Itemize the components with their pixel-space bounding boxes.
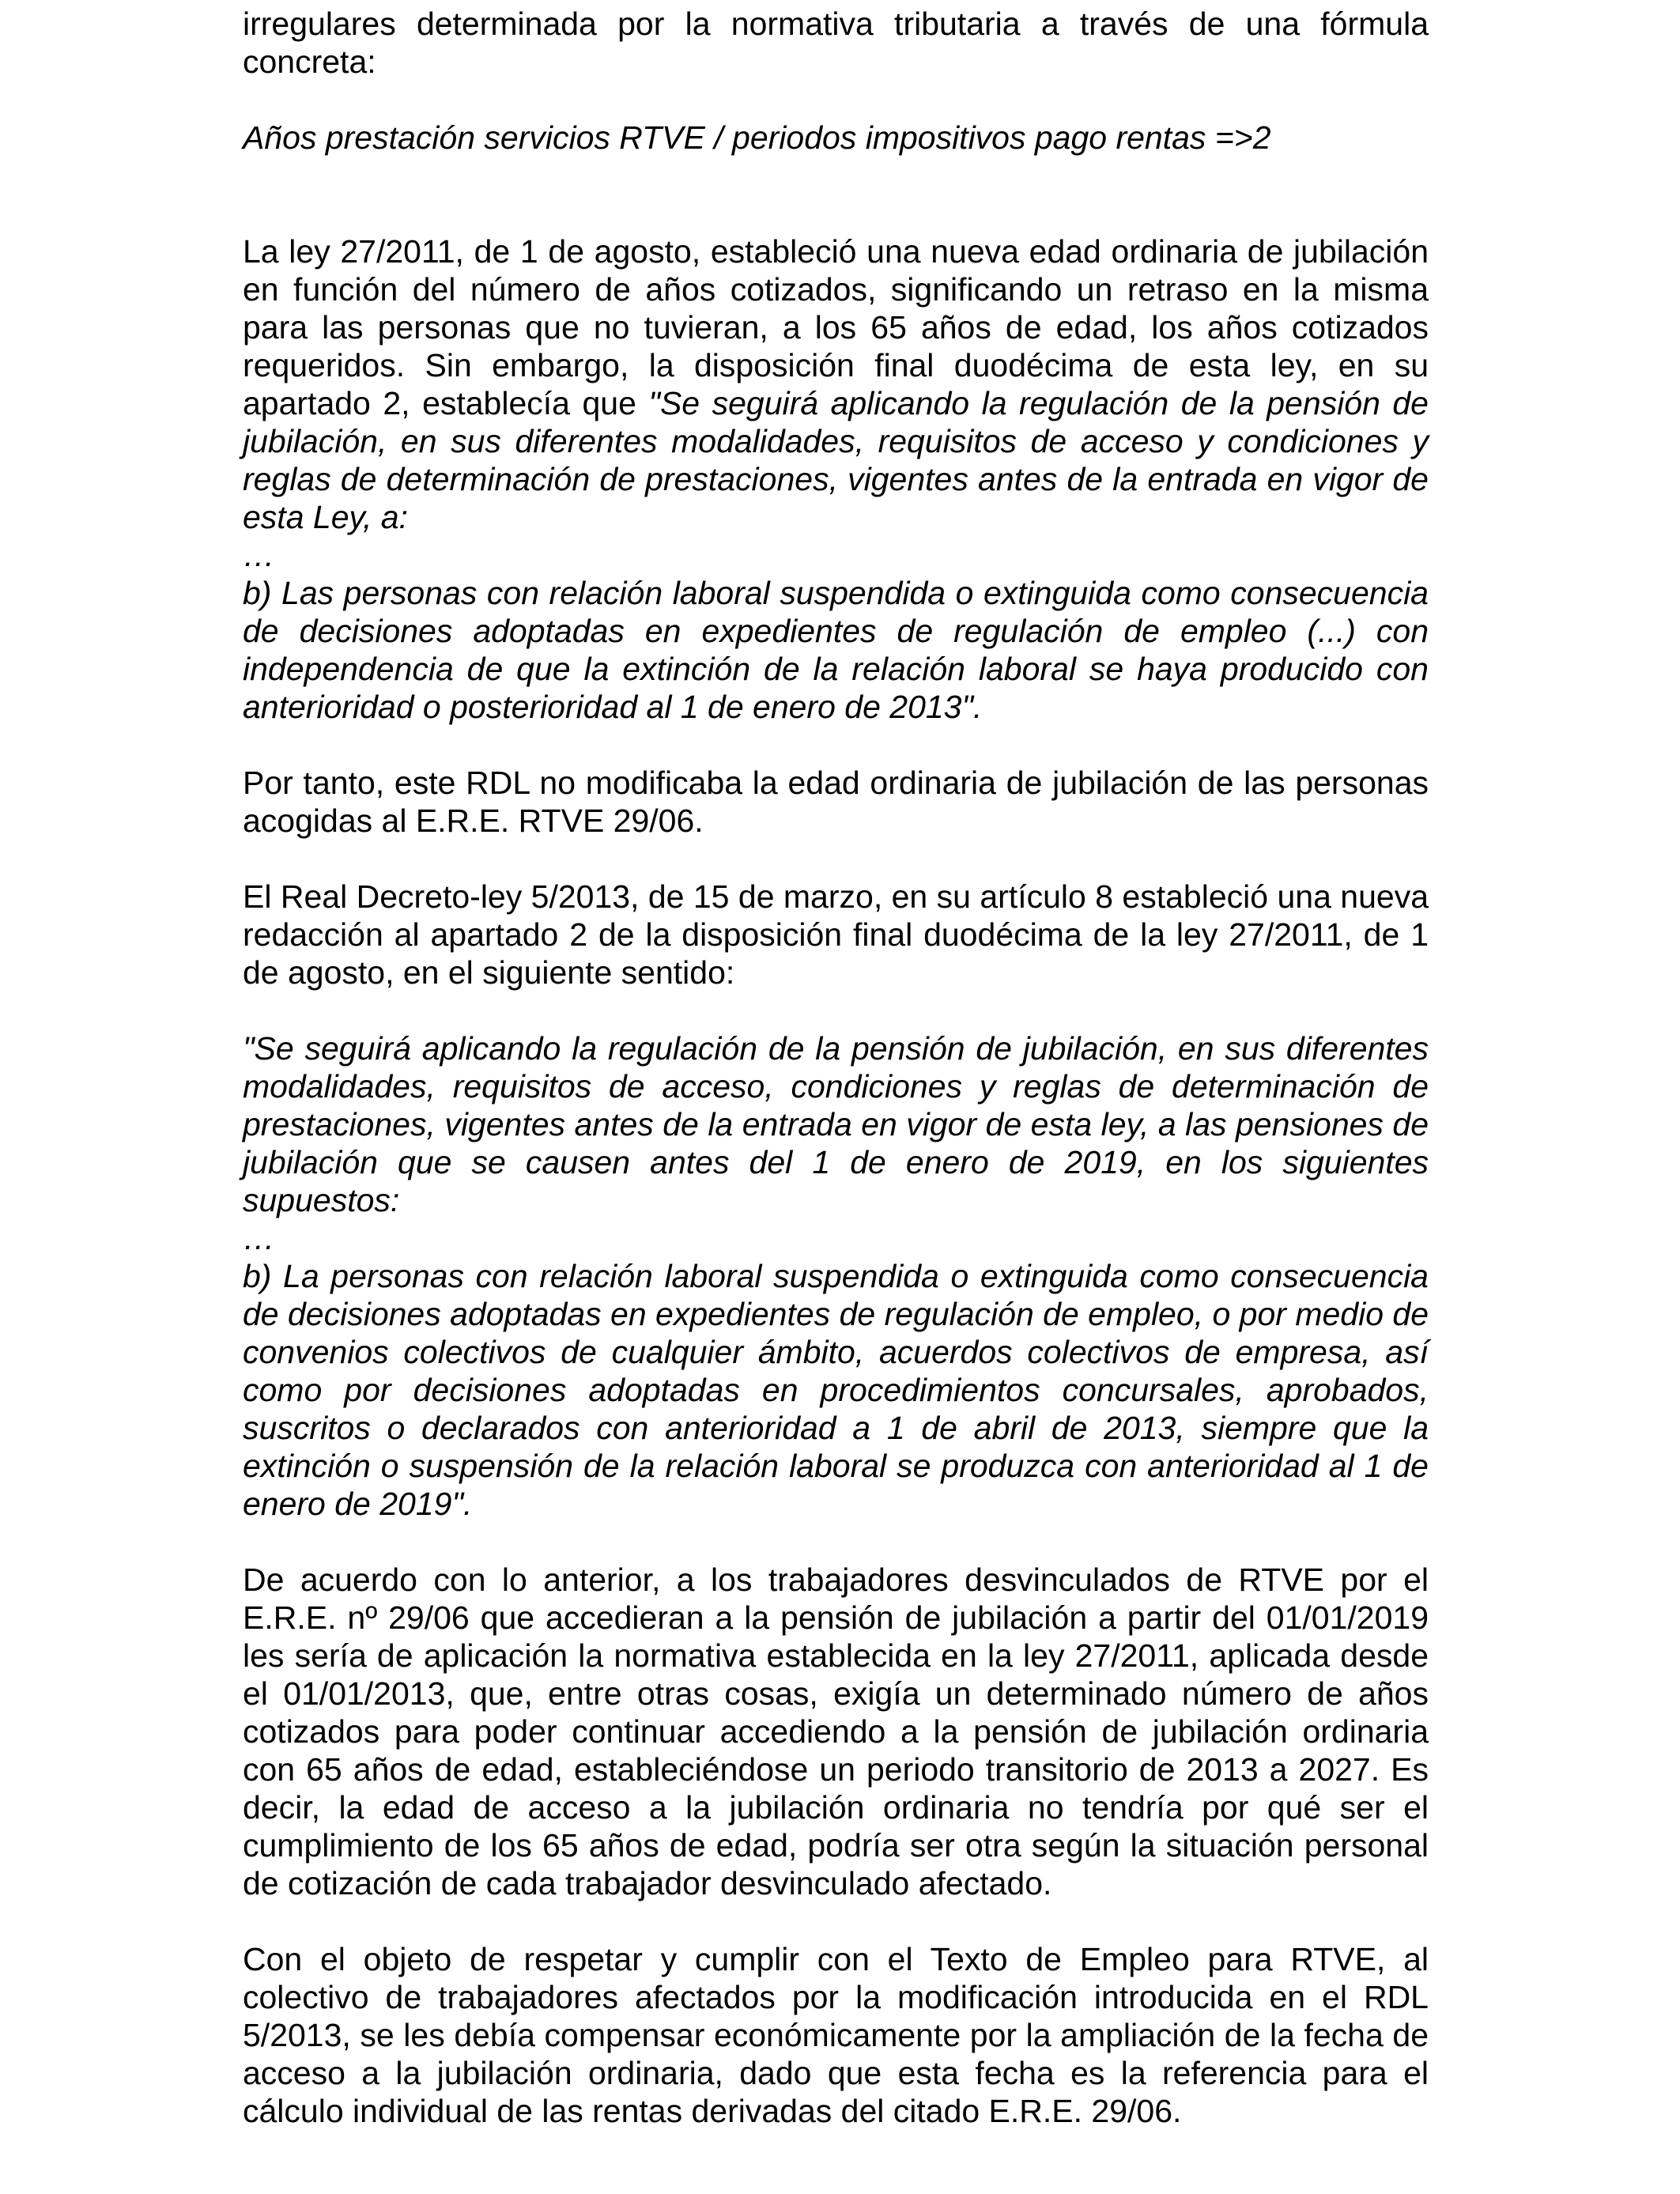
paragraph-ley-27-2011 bbox=[243, 232, 1429, 536]
paragraph-quote-rdl: "Se seguirá aplicando la regulación de la pensión de jubilación, en sus diferentes modalidades, requisitos de acceso, condiciones y reglas de determinación de prestaciones, vigentes antes de la entrada en vigor de esta ley, a las pensiones de jubilación que se causen antes del 1 de enero de 2019, en los siguientes supuestos: bbox=[243, 1030, 1429, 1218]
paragraph-formula: Años prestación servicios RTVE / periodos impositivos pago rentas =>2 bbox=[243, 119, 1271, 156]
paragraph-por-tanto: Por tanto, este RDL no modificaba la edad ordinaria de jubilación de las personas acogidas al E.R.E. RTVE 29/06. bbox=[243, 765, 1429, 839]
paragraph-quote-b-1: b) Las personas con relación laboral suspendida o extinguida como consecuencia de decisiones adoptadas en expedientes de regulación de empleo (...) con independencia de que la extinción de la relación laboral se haya producido con anterioridad o posterioridad al 1 de enero de 2013". bbox=[243, 575, 1429, 725]
paragraph-de-acuerdo: De acuerdo con lo anterior, a los trabajadores desvinculados de RTVE por el E.R.E. nº 29/06 que accedieran a la pensión de jubilación a partir del 01/01/2019 les sería de aplicación la normativa establecida en la ley 27/2011, aplicada desde el 01/01/2013, que, entre otras cosas, exigía un determinado número de años cotizados para poder continuar accediendo a la pensión de jubilación ordinaria con 65 años de edad, estableciéndose un periodo transitorio de 2013 a 2027. Es decir, la edad de acceso a la jubilación ordinaria no tendría por qué ser el cumplimiento de los 65 años de edad, podría ser otra según la situación personal de cotización de cada trabajador desvinculado afectado. bbox=[243, 1561, 1429, 1901]
paragraph-quote-b-2: b) La personas con relación laboral suspendida o extinguida como consecuencia de decisiones adoptadas en expedientes de regulación de empleo, o por medio de convenios colectivos de cualquier ámbito, acuerdos colectivos de empresa, así como por decisiones adoptadas en procedimientos concursales, aprobados, suscritos o declarados con anterioridad a 1 de abril de 2013, siempre que la extinción o suspensión de la relación laboral se produzca con anterioridad al 1 de enero de 2019". bbox=[243, 1258, 1429, 1522]
paragraph-formula-intro: irregulares determinada por la normativa tributaria a través de una fórmula concreta: bbox=[243, 6, 1429, 80]
ellipsis-1: … bbox=[243, 537, 275, 573]
ellipsis-2: … bbox=[243, 1220, 275, 1256]
paragraph-rdl-5-2013: El Real Decreto-ley 5/2013, de 15 de marzo, en su artículo 8 estableció una nueva redacción al apartado 2 de la disposición final duodécima de la ley 27/2011, de 1 de agosto, en el siguiente sentido: bbox=[243, 878, 1429, 991]
paragraph-ley-27-2011-text: La ley 27/2011, de 1 de agosto, estableció una nueva edad ordinaria de jubilación en función del número de años cotizados, significando un retraso en la misma para las personas que no tuvieran, a los 65 años de edad, los años cotizados requeridos. Sin embargo, la disposición final duodécima de esta ley, en su apartado 2, establecía que bbox=[243, 233, 1429, 421]
document-page bbox=[243, 0, 1429, 2130]
paragraph-con-el-objeto: Con el objeto de respetar y cumplir con el Texto de Empleo para RTVE, al colectivo de trabajadores afectados por la modificación introducida en el RDL 5/2013, se les debía compensar económicamente por la ampliación de la fecha de acceso a la jubilación ordinaria, dado que esta fecha es la referencia para el cálculo individual de las rentas derivadas del citado E.R.E. 29/06. bbox=[243, 1941, 1429, 2129]
paragraph-ley-27-2011-quote: "Se seguirá aplicando la regulación de la pensión de jubilación, en sus diferentes modalidades, requisitos de acceso y condiciones y reglas de determinación de prestaciones, vigentes antes de la entrada en vigor de esta Ley, a: bbox=[243, 385, 1429, 535]
